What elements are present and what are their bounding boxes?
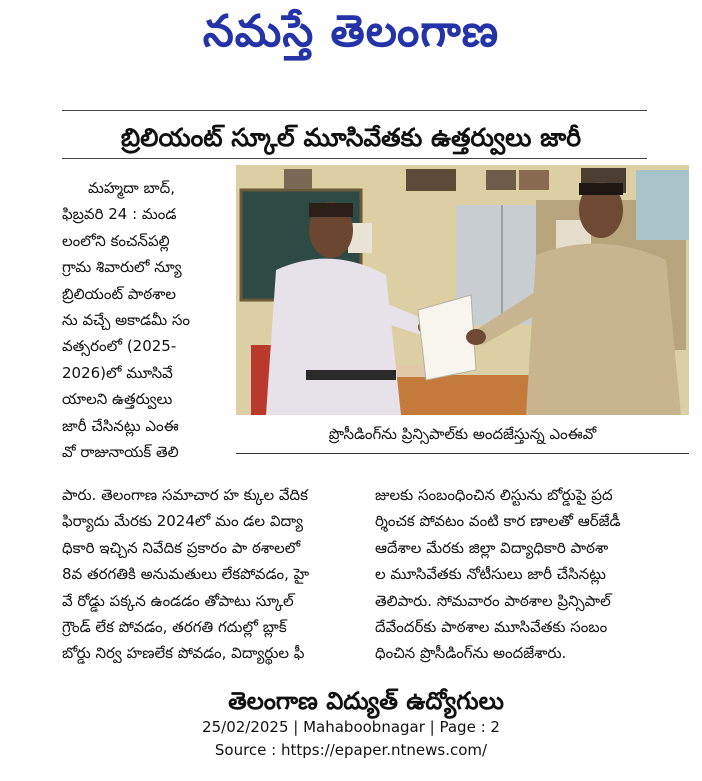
article-left-column — [62, 482, 362, 667]
left-line: 8వ తరగతికి అనుమతులు లేకపోవడం, హై — [62, 565, 310, 584]
intro-line: వత్సరంలో (2025- — [62, 337, 177, 356]
left-line: ఫిర్యాదు మేరకు 2024లో మం డల విద్యా — [62, 512, 303, 531]
news-photo — [236, 165, 689, 415]
right-line: ఆదేశాల మేరకు జిల్లా విద్యాధికారి పాఠశా — [375, 538, 609, 557]
intro-line: వో రాజునాయక్ తెలి — [62, 443, 179, 462]
next-headline-text: తెలంగాణ విద్యుత్ ఉద్యోగులు — [228, 687, 504, 715]
article-right-column — [375, 482, 685, 667]
intro-line: బ్రిలియంట్ పాఠశాల — [62, 284, 177, 303]
intro-line: గ్రామ శివారులో న్యూ — [62, 258, 182, 277]
intro-line: ఫిబ్రవరి 24 : మండ — [62, 205, 177, 224]
intro-line: జారీ చేసినట్లు ఎంఈ — [62, 416, 179, 435]
photo-caption: ప్రొసీడింగ్‌ను ప్రిన్సిపాల్‌కు అందజేస్తున్న ఎంఈవో — [328, 425, 597, 443]
next-headline-cutoff — [216, 684, 516, 715]
news-photo-illustration — [236, 165, 689, 415]
article-intro-column — [62, 175, 227, 465]
intro-line: యాలని ఉత్తర్వులు — [62, 390, 173, 409]
intro-line: ను వచ్చే అకాడమీ సం — [62, 311, 191, 330]
right-line: ధించిన ప్రొసీడింగ్‌ను అందజేశారు. — [375, 644, 567, 663]
right-line: జులకు సంబంధించిన లిస్టును బోర్డుపై ప్రద — [375, 486, 613, 504]
left-line: గ్రౌండ్ లేక పోవడం, తరగతి గదుల్లో బ్లాక్ — [62, 618, 287, 637]
intro-line: 2026)లో మూసివే — [62, 363, 173, 382]
masthead-title: నమస్తే తెలంగాణ — [202, 6, 500, 57]
right-line: తెలిపారు. సోమవారం పాఠశాల ప్రిన్సిపాల్ — [375, 591, 611, 610]
footer-date-edition: 25/02/2025 | Mahaboobnagar | Page : 2 — [202, 718, 500, 736]
masthead-rule — [62, 110, 647, 111]
left-line: వే రోడ్డు పక్కన ఉండడం తోపాటు స్కూల్ — [62, 591, 294, 610]
right-line: దేవేందర్‌కు పాఠశాల మూసివేతకు సంబం — [375, 618, 608, 637]
caption-divider — [236, 453, 689, 454]
left-line: పారు. తెలంగాణ సమాచార హ క్కుల వేదిక — [62, 486, 308, 504]
intro-line: మహ్మదా బాద్, — [88, 179, 175, 197]
headline-rule — [62, 158, 647, 159]
right-line: ర్శించక పోవటం వంటి కార ణాలతో ఆర్‌జేడీ — [375, 512, 621, 531]
intro-line: లంలోని కంచన్‌పల్లి — [62, 231, 170, 250]
article-headline: బ్రిలియంట్ స్కూల్ మూసివేతకు ఉత్తర్వులు జారీ — [120, 123, 582, 152]
left-line: బోర్డు నిర్వ హణలేక పోవడం, విద్యార్థుల ఫీ — [62, 644, 305, 663]
footer-source: Source : https://epaper.ntnews.com/ — [214, 741, 488, 759]
right-line: ల మూసివేతకు నోటీసులు జారీ చేసినట్లు — [375, 565, 606, 584]
left-line: ధికారి ఇచ్చిన నివేదిక ప్రకారం పా ఠశాలలో — [62, 538, 301, 557]
